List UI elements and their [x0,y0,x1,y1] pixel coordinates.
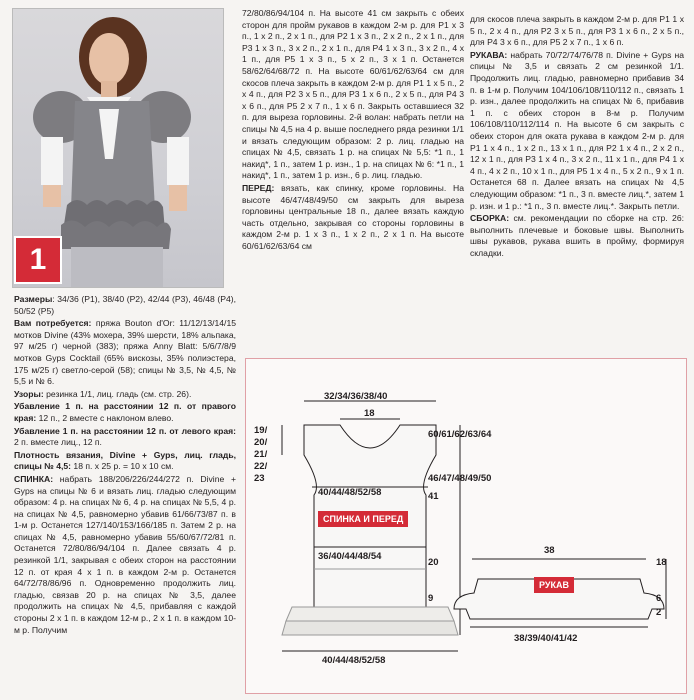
dim-top-width: 32/34/36/38/40 [324,391,388,402]
pattern-diagram [245,358,687,694]
materials-text: пряжа Bouton d'Or: 11/12/13/14/15 мотков Divine (43% мохера, 39% шерсти, 18% альпака, 97 м/25 г) черной (383); пряжа Anny Blatt: 5/6/7/8/9 мотков Gyps Cocktail (65% вискозы, 35% полиэстера, 175 м/25 г) светло-серой (58); спицы № 3,5, № 4,5, № 5,5 и № 6. [14,318,237,387]
dim-neck-width: 18 [364,408,375,419]
ruffle-band [286,607,454,621]
back-continued-text: 72/80/86/94/104 п. На высоте 41 см закрыть с обеих сторон для пройм рукавов в каждом 2-м р. для P1 x 3 п., 1 x 2 п., 2 x 1 п., для P2 1 x 3 п., 2 x 2 п., 2 x 1 п., для P3 1 x 3 п., 3 x 2 п., 2 x 1 п., для P4 1 x 3 п., 3 x 2 п., 4 x 1 п., для P5 1 x 3 п., 5 x 2 п., 3 x 1 п. Останется 58/62/64/68/72 п. На высоте 60/61/62/63/64 см для скосов плеча закрыть в каждом 2-м р. для P1 1 x 5 п., 2 x 4 п., для P2 3 x 5 п., для P3 1 x 6 п., 2 x 5 п., для P4 3 x 6 п., для P5 2 x 7 п., 1 x 6 п. Закрыть оставшиеся 32 п. для выреза горловины. 2-й волан: набрать петли на спицы № 4,5 на 4 р. выше последнего ряда резинки 1/1 и вязать следующим образом: 2 р. лиц. гладью на спицах № 4,5, связать 1 р. на спицах № 5,5: *1 п., 1 накид*, 1 п., затем 1 р. изн., 1 р. на спицах № 6: *1 п., 1 накид*, 1 п., затем 1 р. изн., 6 р. лиц. гладью. [242,8,464,181]
decrease-left-text: 2 п. вместе лиц., 12 п. [14,437,102,448]
text-column-3 [470,14,684,260]
assembly-label: СБОРКА: [470,213,510,224]
sleeve-label: РУКАВА: [470,49,508,60]
patterns-label: Узоры: [14,388,44,399]
text-column-1 [14,294,236,637]
dim-armhole-width: 40/44/48/52/58 [318,487,382,498]
front-continued-text: для скосов плеча закрыть в каждом 2-м р. для P1 1 x 5 п., 2 x 4 п., для P2 3 x 5 п., для P3 1 x 6 п., 2 x 5 п., для P4 3 x 6 п., для P5 2 x 7 п., 1 x 6 п. [470,14,684,48]
assembly-text: см. рекомендации по сборке на стр. 26: выполнить плечевые и боковые швы. Выполнить швы рукавов, рукава вшить в пройму, формируя складки. [470,213,684,258]
body-outline [300,425,440,635]
dim-sleeve-cap-side: 6 [656,593,662,604]
decrease-right-label: Убавление 1 п. на расстоянии 12 п. от правого края: [14,401,236,423]
dim-bottom-width: 40/44/48/52/58 [322,655,386,666]
materials-label: Вам потребуется: [14,318,92,329]
dim-neck-height: 46/47/48/49/50 [428,473,492,484]
schematic-drawing [246,359,686,693]
pattern-number-badge: 1 [14,236,62,284]
front-text: вязать, как спинку, кроме горловины. На высоте 46/47/48/49/50 см закрыть для выреза горловины центральные 18 п., далее вязать каждую часть отдельно, закрывая со стороны горловины в каждом 2-м р. 1 x 3 п., 1 x 2 п., 2 x 1 п. На высоте 60/61/62/63/64 см [242,182,464,251]
decrease-left-label: Убавление 1 п. на расстоянии 12 п. от левого края: [14,425,236,436]
body-piece-tag: СПИНКА И ПЕРЕД [318,511,408,527]
dim-sleeve-top: 38 [544,545,555,556]
dim-shoulder-drop: 19/ 20/ 21/ 22/ 23 [254,425,268,484]
dim-armhole-height: 41 [428,491,439,502]
ruffle-band-lower [282,621,458,635]
sizes-text: : 34/36 (P1), 38/40 (P2), 42/44 (P3), 46/48 (P4), 50/52 (P5) [14,294,236,316]
sleeve-piece-tag: РУКАВ [534,577,574,593]
sleeve-text: набрать 70/72/74/76/78 п. Divine + Gyps на спицы № 3,5 и связать 2 см резинкой 1/1. Продолжить лиц. гладью, равномерно прибавив 34 п. в 1-м р. Получим 104/106/108/110/112 п., связать 1 р. изн., далее продолжить на спицах № 6, прибавив 1 п. с обеих сторон в 8-м р. Получим 106/108/110/112/114 п. На высоте 6 см закрыть с обеих сторон для оката рукава в каждом 2-м р. для P1 1 x 4 п., 1 x 2 п., 13 x 1 п., для P2 1 x 4 п., 2 x 2 п., 12 x 1 п., для P3 1 x 4 п., 3 x 2 п., 11 x 1 п., для P4 1 x 4 п., 4 x 2 п., 10 x 1 п., для P5 1 x 4 п., 5 x 2 п., 9 x 1 п. Останется 68 п. Далее вязать на спицах № 4,5 следующим образом: *1 п., 3 п. вместе лиц.*, затем 1 р. изн. и 1 р.: *1 п., 3 п. вместе лиц.*. Закрыть петли. [470,49,684,211]
dim-waist-height: 20 [428,557,439,568]
front-label: ПЕРЕД: [242,182,275,193]
back-label: СПИНКА: [14,473,54,484]
patterns-text: резинка 1/1, лиц. гладь (см. стр. 26). [43,388,192,399]
text-column-2 [242,8,464,253]
dim-ruffle-height: 9 [428,593,434,604]
gauge-text: 18 п. x 25 р. = 10 x 10 см. [71,461,174,472]
dim-sleeve-cuff: 2 [656,607,662,618]
back-text: набрать 188/206/226/244/272 п. Divine + Gyps на спицы № 6 и вязать лиц. гладью следующим образом: 4 р. на спицах № 6, 4 р. на спицах № 5,5, 4 р. на спицах № 4,5, равномерно убавив 61/66/73/87 п. в 1-м р. Останется 127/140/153/166/185 п. Затем 2 р. на спицах № 4,5, равномерно убавив 55/60/67/72/81 п. Останется 72/80/86/94/104 п. Далее связать 4 р. резинкой 1/1, закрывая с обеих сторон на расстоянии 12 п. от края 4 x 1 п. в каждом 2-м р. Останется 64/72/78/86/96 п. Одновременно продолжить лиц. гладью, связав 20 р. на спицах № 3,5, далее продолжить на спицах № 4,5, прибавляя с каждой стороны 2 x 1 п. в каждом 12-м р., 2 x 1 п. в каждом 10-м р. Получим [14,473,236,635]
dim-sleeve-height: 18 [656,557,667,568]
dim-total-height: 60/61/62/63/64 [428,429,492,440]
dim-waist-width: 36/40/44/48/54 [318,551,382,562]
dim-sleeve-bottom: 38/39/40/41/42 [514,633,578,644]
decrease-right-text: 12 п., 2 вместе с наклоном влево. [36,412,174,423]
gauge-label: Плотность вязания, Divine + Gyps, лиц. гладь, спицы № 4,5: [14,449,236,472]
sizes-label: Размеры [14,294,53,304]
